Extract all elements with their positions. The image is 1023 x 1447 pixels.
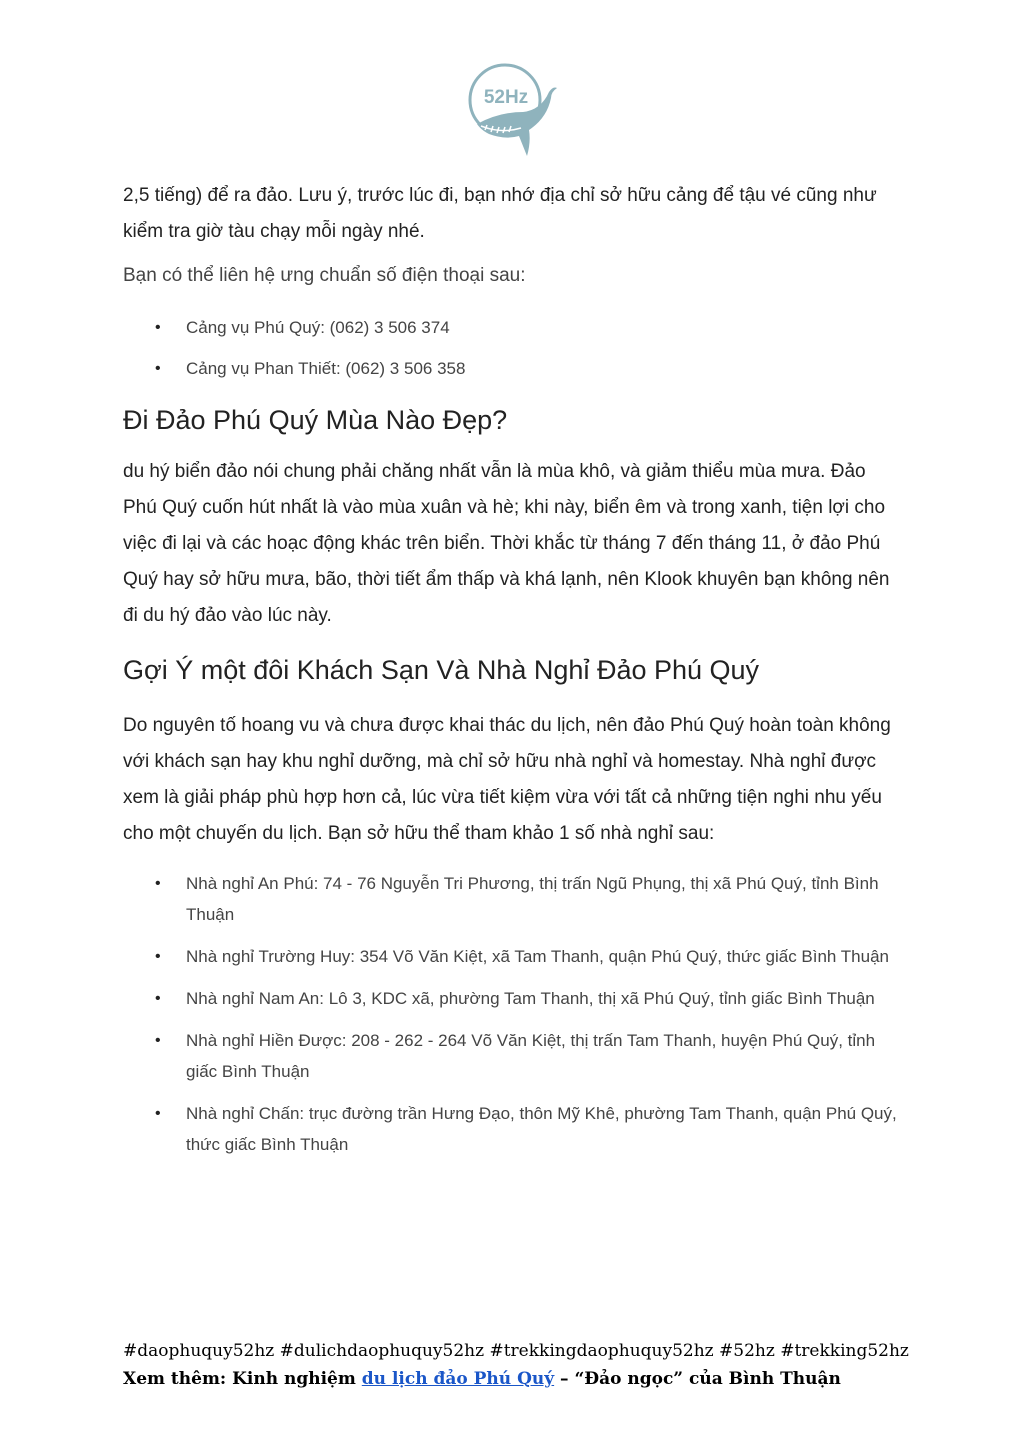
list-item: • Nhà nghỉ Trường Huy: 354 Võ Văn Kiệt, xã Tam Thanh, quận Phú Quý, thức giấc Bình Thuận xyxy=(123,941,903,972)
footer-hashtags: #daophuquy52hz #dulichdaophuquy52hz #trekkingdaophuquy52hz #52hz #trekking52hz xyxy=(123,1341,909,1361)
list-item: • Cảng vụ Phan Thiết: (062) 3 506 358 xyxy=(123,353,903,384)
list-item: • Nhà nghỉ Chấn: trục đường trần Hưng Đạo, thôn Mỹ Khê, phường Tam Thanh, quận Phú Quý, thức giấc Bình Thuận xyxy=(123,1098,903,1160)
footer-see-more xyxy=(123,1365,923,1393)
list-item: • Cảng vụ Phú Quý: (062) 3 506 374 xyxy=(123,312,903,343)
list-item: • Nhà nghỉ Nam An: Lô 3, KDC xã, phường Tam Thanh, thị xã Phú Quý, tỉnh giấc Bình Thuận xyxy=(123,983,903,1014)
intro-paragraph: 2,5 tiếng) để ra đảo. Lưu ý, trước lúc đi, bạn nhớ địa chỉ sở hữu cảng để tậu vé cũng như kiểm tra giờ tàu chạy mỗi ngày nhé. xyxy=(123,185,877,242)
contact-intro: Bạn có thể liên hệ ưng chuẩn số điện thoại sau: xyxy=(123,265,526,286)
phu-quy-travel-link[interactable]: du lịch đảo Phú Quý xyxy=(361,1369,555,1389)
whale-logo-icon xyxy=(465,62,560,160)
phone-list xyxy=(123,312,903,384)
hotels-heading: Gợi Ý một đôi Khách Sạn Và Nhà Nghỉ Đảo Phú Quý xyxy=(123,655,760,685)
page-footer xyxy=(123,1337,923,1393)
see-more-suffix: – “Đảo ngọc” của Bình Thuận xyxy=(554,1369,841,1389)
season-heading: Đi Đảo Phú Quý Mùa Nào Đẹp? xyxy=(123,405,508,435)
list-item: • Nhà nghỉ An Phú: 74 - 76 Nguyễn Tri Phương, thị trấn Ngũ Phụng, thị xã Phú Quý, tỉnh Bình Thuận xyxy=(123,868,903,930)
hotels-paragraph: Do nguyên tố hoang vu và chưa được khai thác du lịch, nên đảo Phú Quý hoàn toàn không với khách sạn hay khu nghỉ dưỡng, mà chỉ sở hữu nhà nghỉ và homestay. Nhà nghỉ được xem là giải pháp phù hợp hơn cả, lúc vừa tiết kiệm vừa với tất cả những tiện nghi nhu yếu cho một chuyến du lịch. Bạn sở hữu thể tham khảo 1 số nhà nghỉ sau: xyxy=(123,715,891,844)
list-item: • Nhà nghỉ Hiền Được: 208 - 262 - 264 Võ Văn Kiệt, thị trấn Tam Thanh, huyện Phú Quý, tỉnh giấc Bình Thuận xyxy=(123,1025,903,1087)
season-paragraph: du hý biển đảo nói chung phải chăng nhất vẫn là mùa khô, và giảm thiểu mùa mưa. Đảo Phú Quý cuốn hút nhất là vào mùa xuân và hè; khi này, biển êm và trong xanh, tiện lợi cho việc đi lại và các hoạc động khác trên biển. Thời khắc từ tháng 7 đến tháng 11, ở đảo Phú Quý hay sở hữu mưa, bão, thời tiết ẩm thấp và khá lạnh, nên Klook khuyên bạn không nên đi du hý đảo vào lúc này. xyxy=(123,461,890,626)
logo-text: 52Hz xyxy=(483,87,529,108)
document-body xyxy=(123,178,903,1171)
guesthouse-list xyxy=(123,868,903,1160)
see-more-prefix: Xem thêm: Kinh nghiệm xyxy=(123,1369,362,1389)
